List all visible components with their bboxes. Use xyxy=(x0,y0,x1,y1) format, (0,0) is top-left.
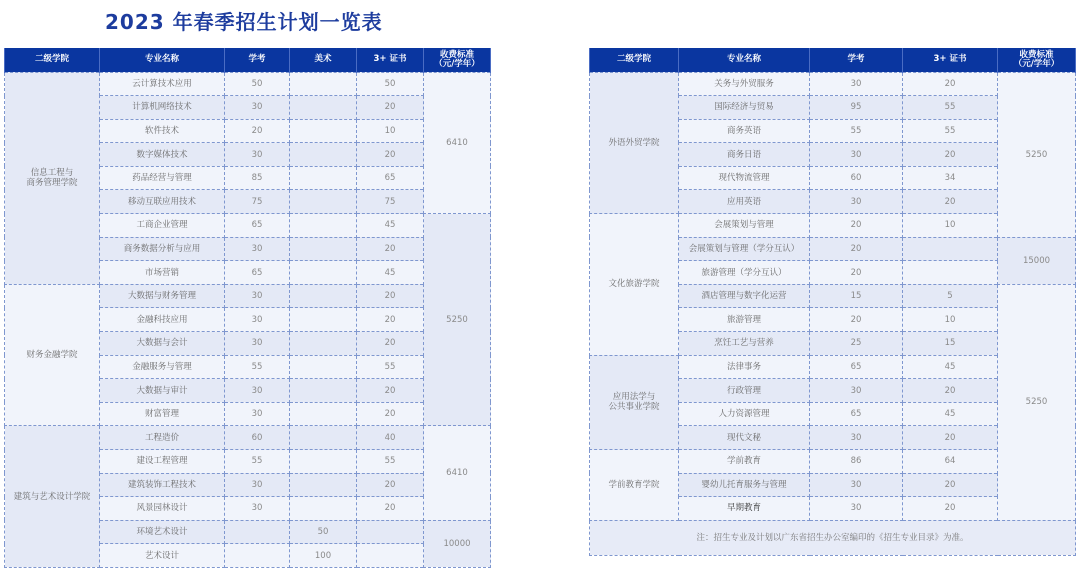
college-name-line1: 应用法学与 xyxy=(612,392,656,403)
major-cell: 软件技术 xyxy=(100,119,225,143)
header-art: 美术 xyxy=(290,48,357,72)
cert-cell xyxy=(903,261,998,285)
cert-cell: 50 xyxy=(357,72,424,96)
xuekao-cell: 30 xyxy=(810,426,903,450)
xuekao-cell: 55 xyxy=(810,119,903,143)
art-cell: 50 xyxy=(290,520,357,544)
art-cell xyxy=(290,237,357,261)
xuekao-cell: 30 xyxy=(225,308,290,332)
cert-cell: 40 xyxy=(357,426,424,450)
major-cell: 法律事务 xyxy=(679,355,810,379)
art-cell xyxy=(290,166,357,190)
xuekao-cell: 60 xyxy=(810,166,903,190)
xuekao-cell: 30 xyxy=(225,402,290,426)
cert-cell: 10 xyxy=(903,308,998,332)
cert-cell: 64 xyxy=(903,450,998,474)
cert-cell xyxy=(903,237,998,261)
college-cell xyxy=(5,284,100,426)
cert-cell: 45 xyxy=(903,355,998,379)
xuekao-cell: 30 xyxy=(225,473,290,497)
cert-cell: 55 xyxy=(357,355,424,379)
college-name-line2: 商务管理学院 xyxy=(26,178,78,189)
enrollment-table-right xyxy=(589,48,1076,556)
art-cell xyxy=(290,450,357,474)
cert-cell: 20 xyxy=(357,308,424,332)
fee-cell: 6410 xyxy=(424,426,491,520)
xuekao-cell: 50 xyxy=(225,72,290,96)
art-cell xyxy=(290,497,357,521)
header-xuekao: 学考 xyxy=(225,48,290,72)
header-fee-line1: 收费标准 xyxy=(439,49,474,60)
major-cell: 人力资源管理 xyxy=(679,402,810,426)
xuekao-cell: 30 xyxy=(810,190,903,214)
xuekao-cell: 65 xyxy=(810,355,903,379)
cert-cell: 20 xyxy=(357,284,424,308)
header-major: 专业名称 xyxy=(100,48,225,72)
fee-cell: 5250 xyxy=(998,72,1076,237)
header-college: 二级学院 xyxy=(590,48,679,72)
cert-cell: 20 xyxy=(903,497,998,521)
xuekao-cell: 30 xyxy=(225,379,290,403)
cert-cell: 10 xyxy=(357,119,424,143)
art-cell xyxy=(290,426,357,450)
xuekao-cell: 20 xyxy=(810,261,903,285)
cert-cell: 20 xyxy=(903,379,998,403)
major-cell: 计算机网络技术 xyxy=(100,96,225,120)
xuekao-cell: 20 xyxy=(810,308,903,332)
art-cell xyxy=(290,355,357,379)
major-cell: 商务数据分析与应用 xyxy=(100,237,225,261)
major-cell: 现代物流管理 xyxy=(679,166,810,190)
xuekao-cell: 55 xyxy=(225,355,290,379)
major-cell: 建设工程管理 xyxy=(100,450,225,474)
xuekao-cell: 30 xyxy=(225,332,290,356)
xuekao-cell: 20 xyxy=(225,119,290,143)
college-name-line2: 公共事业学院 xyxy=(608,402,660,413)
xuekao-cell: 30 xyxy=(810,143,903,167)
cert-cell: 15 xyxy=(903,332,998,356)
header-cert: 3+ 证书 xyxy=(357,48,424,72)
major-cell: 数字媒体技术 xyxy=(100,143,225,167)
enrollment-table-left xyxy=(4,48,491,568)
fee-cell: 5250 xyxy=(998,284,1076,520)
art-cell xyxy=(290,190,357,214)
college-name-line1: 文化旅游学院 xyxy=(608,279,660,290)
cert-cell: 20 xyxy=(357,332,424,356)
xuekao-cell: 65 xyxy=(810,402,903,426)
major-cell: 市场营销 xyxy=(100,261,225,285)
art-cell: 100 xyxy=(290,544,357,568)
major-cell: 学前教育 xyxy=(679,450,810,474)
major-cell: 早期教育 xyxy=(679,497,810,521)
major-cell: 关务与外贸服务 xyxy=(679,72,810,96)
college-cell xyxy=(590,355,679,449)
cert-cell: 20 xyxy=(903,143,998,167)
major-cell: 应用英语 xyxy=(679,190,810,214)
art-cell xyxy=(290,284,357,308)
table-header-row xyxy=(590,48,1076,72)
cert-cell: 75 xyxy=(357,190,424,214)
college-cell xyxy=(5,72,100,284)
cert-cell: 20 xyxy=(357,237,424,261)
header-major: 专业名称 xyxy=(679,48,810,72)
cert-cell xyxy=(357,544,424,568)
xuekao-cell: 30 xyxy=(810,497,903,521)
art-cell xyxy=(290,72,357,96)
fee-cell: 10000 xyxy=(424,520,491,567)
cert-cell: 20 xyxy=(357,379,424,403)
cert-cell xyxy=(357,520,424,544)
college-name-line1: 学前教育学院 xyxy=(608,479,660,490)
art-cell xyxy=(290,308,357,332)
xuekao-cell: 30 xyxy=(810,379,903,403)
xuekao-cell: 85 xyxy=(225,166,290,190)
header-fee-line1: 收费标准 xyxy=(1019,49,1054,60)
header-fee xyxy=(424,48,491,72)
art-cell xyxy=(290,143,357,167)
art-cell xyxy=(290,402,357,426)
xuekao-cell: 86 xyxy=(810,450,903,474)
cert-cell: 20 xyxy=(903,190,998,214)
header-fee xyxy=(998,48,1076,72)
college-name-line1: 财务金融学院 xyxy=(26,350,78,361)
college-cell xyxy=(590,450,679,521)
major-cell: 现代文秘 xyxy=(679,426,810,450)
major-cell: 金融服务与管理 xyxy=(100,355,225,379)
xuekao-cell: 30 xyxy=(810,72,903,96)
major-cell: 工程造价 xyxy=(100,426,225,450)
table-row xyxy=(5,426,491,450)
table-row xyxy=(5,72,491,96)
college-name-line1: 外语外贸学院 xyxy=(608,137,660,148)
major-cell: 酒店管理与数字化运营 xyxy=(679,284,810,308)
footnote: 注：招生专业及计划以广东省招生办公室编印的《招生专业目录》为准。 xyxy=(590,520,1076,555)
xuekao-cell: 25 xyxy=(810,332,903,356)
header-college: 二级学院 xyxy=(5,48,100,72)
major-cell: 婴幼儿托育服务与管理 xyxy=(679,473,810,497)
major-cell: 大数据与财务管理 xyxy=(100,284,225,308)
cert-cell: 65 xyxy=(357,166,424,190)
art-cell xyxy=(290,332,357,356)
major-cell: 风景园林设计 xyxy=(100,497,225,521)
table-header-row xyxy=(5,48,491,72)
cert-cell: 55 xyxy=(357,450,424,474)
header-fee-line2: （元/学年） xyxy=(434,58,480,69)
major-cell: 烹饪工艺与营养 xyxy=(679,332,810,356)
major-cell: 云计算技术应用 xyxy=(100,72,225,96)
major-cell: 行政管理 xyxy=(679,379,810,403)
xuekao-cell xyxy=(225,544,290,568)
header-xuekao: 学考 xyxy=(810,48,903,72)
cert-cell: 20 xyxy=(357,96,424,120)
table-row xyxy=(5,284,491,308)
major-cell: 财富管理 xyxy=(100,402,225,426)
major-cell: 商务日语 xyxy=(679,143,810,167)
cert-cell: 45 xyxy=(903,402,998,426)
major-cell: 大数据与会计 xyxy=(100,332,225,356)
cert-cell: 20 xyxy=(903,426,998,450)
cert-cell: 20 xyxy=(357,143,424,167)
fee-cell: 6410 xyxy=(424,72,491,214)
art-cell xyxy=(290,119,357,143)
table-row xyxy=(590,72,1076,96)
major-cell: 国际经济与贸易 xyxy=(679,96,810,120)
xuekao-cell: 65 xyxy=(225,214,290,238)
cert-cell: 20 xyxy=(903,72,998,96)
cert-cell: 20 xyxy=(357,402,424,426)
header-fee-line2: （元/学年） xyxy=(1013,58,1060,69)
art-cell xyxy=(290,261,357,285)
xuekao-cell: 30 xyxy=(225,237,290,261)
major-cell: 旅游管理 xyxy=(679,308,810,332)
xuekao-cell: 65 xyxy=(225,261,290,285)
major-cell: 环境艺术设计 xyxy=(100,520,225,544)
xuekao-cell: 55 xyxy=(225,450,290,474)
art-cell xyxy=(290,473,357,497)
xuekao-cell: 30 xyxy=(225,284,290,308)
art-cell xyxy=(290,379,357,403)
cert-cell: 20 xyxy=(903,473,998,497)
fee-cell: 15000 xyxy=(998,237,1076,284)
xuekao-cell: 30 xyxy=(225,497,290,521)
major-cell: 移动互联应用技术 xyxy=(100,190,225,214)
college-cell xyxy=(5,426,100,568)
major-cell: 旅游管理（学分互认） xyxy=(679,261,810,285)
cert-cell: 20 xyxy=(357,497,424,521)
college-cell xyxy=(590,72,679,214)
xuekao-cell: 95 xyxy=(810,96,903,120)
page-title: 2023 年春季招生计划一览表 xyxy=(105,10,383,34)
cert-cell: 45 xyxy=(357,261,424,285)
xuekao-cell: 20 xyxy=(810,214,903,238)
major-cell: 建筑装饰工程技术 xyxy=(100,473,225,497)
cert-cell: 55 xyxy=(903,96,998,120)
cert-cell: 10 xyxy=(903,214,998,238)
major-cell: 商务英语 xyxy=(679,119,810,143)
cert-cell: 45 xyxy=(357,214,424,238)
major-cell: 大数据与审计 xyxy=(100,379,225,403)
xuekao-cell: 75 xyxy=(225,190,290,214)
college-cell xyxy=(590,214,679,356)
major-cell: 艺术设计 xyxy=(100,544,225,568)
xuekao-cell: 15 xyxy=(810,284,903,308)
major-cell: 工商企业管理 xyxy=(100,214,225,238)
major-cell: 金融科技应用 xyxy=(100,308,225,332)
college-name-line1: 建筑与艺术设计学院 xyxy=(13,491,91,502)
college-name-line1: 信息工程与 xyxy=(30,168,74,179)
major-cell: 药品经营与管理 xyxy=(100,166,225,190)
note-row xyxy=(590,520,1076,555)
fee-cell: 5250 xyxy=(424,214,491,426)
major-cell: 会展策划与管理 xyxy=(679,214,810,238)
header-cert: 3+ 证书 xyxy=(903,48,998,72)
xuekao-cell xyxy=(225,520,290,544)
xuekao-cell: 30 xyxy=(225,143,290,167)
xuekao-cell: 30 xyxy=(225,96,290,120)
major-cell: 会展策划与管理（学分互认） xyxy=(679,237,810,261)
art-cell xyxy=(290,214,357,238)
cert-cell: 55 xyxy=(903,119,998,143)
cert-cell: 34 xyxy=(903,166,998,190)
cert-cell: 5 xyxy=(903,284,998,308)
xuekao-cell: 30 xyxy=(810,473,903,497)
xuekao-cell: 20 xyxy=(810,237,903,261)
cert-cell: 20 xyxy=(357,473,424,497)
xuekao-cell: 60 xyxy=(225,426,290,450)
art-cell xyxy=(290,96,357,120)
